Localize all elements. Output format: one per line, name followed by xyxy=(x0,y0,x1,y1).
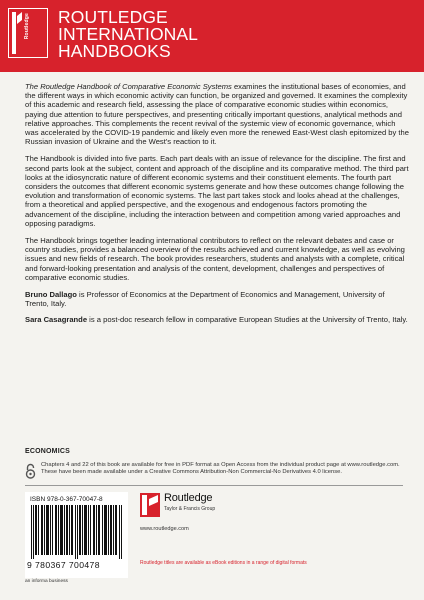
publisher-group: Taylor & Francis Group xyxy=(164,506,216,512)
ebook-note: Routledge titles are available as eBook editions in a range of digital formats xyxy=(140,560,307,566)
series-line-1: ROUTLEDGE xyxy=(58,7,168,27)
barcode-panel xyxy=(25,492,128,578)
paragraph-structure: The Handbook is divided into five parts. Each part deals with an issue of relevance for the discipline. The first and second parts look at the subject, content and approach of the discipline and its comparative method. The third part looks at the idiosyncratic nature of different economic systems and their constituent elements. The fourth part considers the outcomes that different economic systems generate and how these outcomes change following the evolution and transformation of economic systems. The last part takes stock and looks ahead at the challenges, from a theoretical and applied perspective, and the exogenous and endogenous factors promoting the advancement of the discipline, including the interaction between and competition among varied approaches and opposing paradigms. xyxy=(25,154,409,228)
intro-text: examines the institutional bases of economies, and the different ways in which economic activity can function, be organized and governed. It examines the complexity of this academic and research field, assessing the place of comparative economic studies within economics, paying due attention to future perspectives, and presenting critically important questions, analytical methods and relative approaches. This complements the recent revival of the systemic view of economic governance, which was accelerated by the COVID-19 pandemic and likely even more the renewed East-West clash epitomized by the Russian invasion of Ukraine and the West's reaction to it. xyxy=(25,82,409,147)
series-line-3: HANDBOOKS xyxy=(58,41,171,61)
back-cover-blurb xyxy=(25,82,409,332)
isbn-label: ISBN 978-0-367-70047-8 xyxy=(30,496,103,503)
series-line-2: INTERNATIONAL xyxy=(58,24,199,44)
paragraph-contributors: The Handbook brings together leading international contributors to reflect on the relevant debates and case or country studies, provides a balanced overview of the results achieved and current knowledge, as well as evolving issues and new fields of research. The book provides researchers, students and analysts with a complete, critical and forward-looking presentation and analysis of the content, development, challenges and perspectives of comparative economic studies. xyxy=(25,236,405,282)
subject-category: ECONOMICS xyxy=(25,448,70,455)
publisher-url[interactable]: www.routledge.com xyxy=(140,526,189,532)
book-title: The Routledge Handbook of Comparative Economic Systems xyxy=(25,82,232,91)
editor-name-1: Bruno Dallago xyxy=(25,290,77,300)
editor-bio-text-1: is Professor of Economics at the Department of Economics and Management, University of Trento, Italy. xyxy=(25,290,385,309)
editor-bio-2 xyxy=(25,315,409,324)
editor-bio-1 xyxy=(25,290,409,308)
divider xyxy=(25,485,403,486)
series-title xyxy=(58,9,198,60)
routledge-logo xyxy=(8,8,48,58)
header-banner xyxy=(0,0,424,72)
paragraph-intro xyxy=(25,82,409,146)
editor-name-2: Sara Casagrande xyxy=(25,315,88,325)
open-access-note: Chapters 4 and 22 of this book are available for free in PDF format as Open Access from the individual product page at www.routledge.com. These have been made available under a Creative Commons Attribution-Non Commercial-No Derivatives 4.0 license. xyxy=(41,462,400,476)
routledge-mark-icon xyxy=(12,12,22,54)
publisher-name: Routledge xyxy=(164,492,213,504)
editor-bio-text-2: is a post-doc research fellow in comparative European Studies at the University of Trento, Italy. xyxy=(87,315,408,325)
barcode-icon xyxy=(31,505,123,559)
publisher-logo-icon xyxy=(140,493,160,517)
open-access-icon xyxy=(25,463,36,479)
barcode-number: 9 780367 700478 xyxy=(27,560,100,570)
informa-tagline: an informa business xyxy=(25,579,68,584)
logo-wordmark: Routledge xyxy=(24,13,30,40)
